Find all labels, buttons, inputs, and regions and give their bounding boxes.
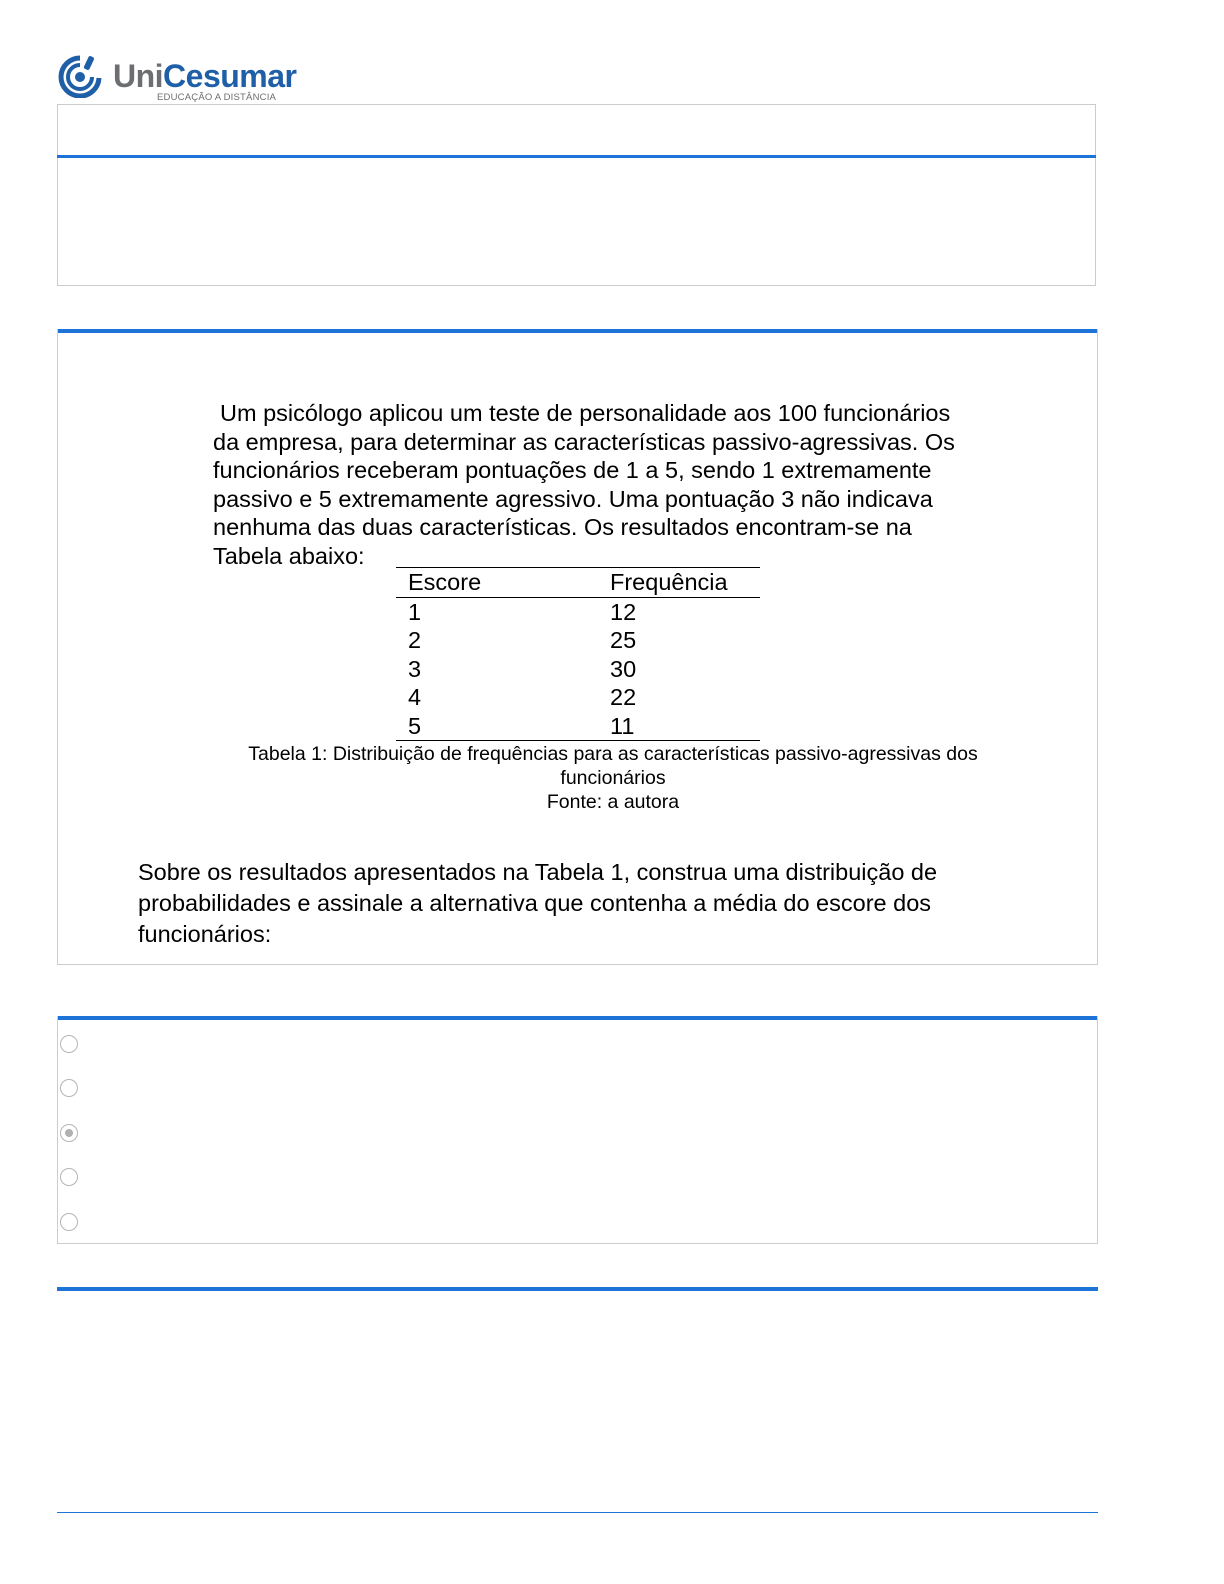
table-header-escore: Escore: [396, 568, 598, 598]
table-row: [396, 712, 760, 741]
feedback-panel-topbar: [57, 1287, 1098, 1291]
table-cell: 4: [408, 684, 422, 710]
table-header-row: [396, 568, 760, 598]
answer-option-radio[interactable]: [60, 1035, 78, 1053]
brand-wordmark: UniCesumar: [113, 58, 297, 94]
table-source: Fonte: a autora: [546, 791, 680, 813]
question-intro: Um psicólogo aplicou um teste de personalidade aos 100 funcionários da empresa, para determinar as características passivo-agressivas. Os funcionários receberam pontuações de 1 a 5, sendo 1 extremamente passivo e 5 extremamente agressivo. Uma pontuação 3 não indicava nenhuma das duas características. Os resultados encontram-se na Tabela abaixo:: [213, 400, 955, 569]
table-row: [396, 683, 760, 712]
table-cell: 5: [396, 712, 598, 741]
brand-tagline: EDUCAÇÃO A DISTÂNCIA: [157, 92, 277, 103]
table-cell: 25: [610, 627, 637, 653]
table-cell: 22: [610, 684, 637, 710]
answer-option-radio-selected[interactable]: [60, 1124, 78, 1142]
answer-option-radio[interactable]: [60, 1079, 78, 1097]
header-divider: [57, 155, 1096, 158]
question-prompt: Sobre os resultados apresentados na Tabela 1, construa uma distribuição de probabilidades e assinale a alternativa que contenha a média do escore dos funcionários:: [138, 859, 938, 947]
table-cell: 11: [598, 712, 760, 741]
table-cell: 3: [408, 655, 422, 682]
answers-panel: [57, 1016, 1098, 1244]
header-panel: [57, 104, 1096, 286]
answer-option-radio[interactable]: [60, 1168, 78, 1186]
table-cell: 30: [610, 655, 637, 682]
table-row: [396, 655, 760, 684]
footer-divider: [57, 1512, 1098, 1513]
unicesumar-logo-icon: [56, 54, 104, 98]
table-cell: 2: [408, 627, 422, 653]
frequency-table: [396, 567, 760, 741]
table-row: [396, 597, 760, 626]
table-row: [396, 626, 760, 655]
table-cell: 12: [610, 598, 637, 625]
table-header-frequencia: Frequência: [598, 568, 760, 598]
table-caption: Tabela 1: Distribuição de frequências para as características passivo-agressivas dos funcionários Fonte: a autora: [158, 742, 1068, 814]
answer-option-radio[interactable]: [60, 1213, 78, 1231]
table-cell: 1: [408, 598, 422, 625]
question-panel: [57, 329, 1098, 965]
